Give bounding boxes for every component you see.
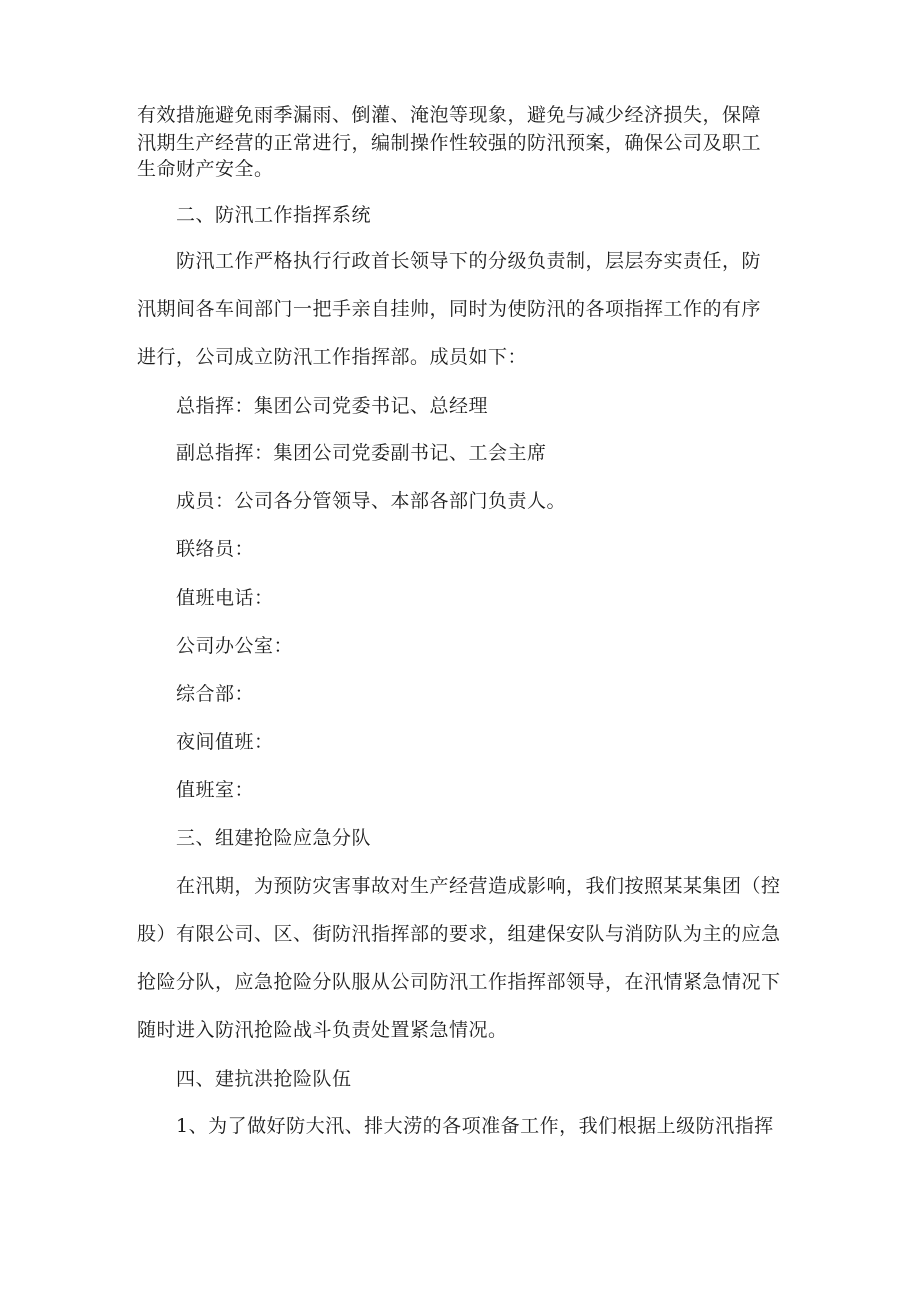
section-3-para-line-1: 在汛期，为预防灾害事故对生产经营造成影响，我们按照某某集团（控 — [176, 875, 781, 897]
liaison-line: 联络员： — [176, 538, 255, 560]
section-4-para-line-1: 1、为了做好防大汛、排大涝的各项准备工作，我们根据上级防汛指挥 — [176, 1115, 774, 1137]
section-3-para-line-4: 随时进入防汛抢险战斗负责处置紧急情况。 — [137, 1019, 508, 1041]
duty-phone-line: 值班电话： — [176, 587, 274, 609]
section-2-heading: 二、防汛工作指挥系统 — [176, 204, 372, 226]
section-3-heading: 三、组建抢险应急分队 — [176, 827, 372, 849]
intro-line-2: 汛期生产经营的正常进行，编制操作性较强的防汛预案，确保公司及职工 — [137, 132, 762, 154]
section-4-heading: 四、建抗洪抢险队伍 — [176, 1068, 352, 1090]
intro-line-1: 有效措施避免雨季漏雨、倒灌、淹泡等现象，避免与减少经济损失，保障 — [137, 104, 762, 126]
commander-line: 总指挥：集团公司党委书记、总经理 — [176, 395, 489, 417]
intro-line-3: 生命财产安全。 — [137, 158, 274, 180]
night-duty-line: 夜间值班： — [176, 731, 274, 753]
section-3-para-line-2: 股）有限公司、区、街防汛指挥部的要求，组建保安队与消防队为主的应急 — [137, 923, 781, 945]
duty-room-line: 值班室： — [176, 779, 255, 801]
section-2-para-line-2: 汛期间各车间部门一把手亲自挂帅，同时为使防汛的各项指挥工作的有序 — [137, 298, 762, 320]
deputy-commander-line: 副总指挥：集团公司党委副书记、工会主席 — [176, 442, 547, 464]
general-dept-line: 综合部： — [176, 683, 255, 705]
section-2-para-line-1: 防汛工作严格执行行政首长领导下的分级负责制，层层夯实责任，防 — [176, 250, 762, 272]
section-2-para-line-3: 进行，公司成立防汛工作指挥部。成员如下： — [137, 346, 528, 368]
company-office-line: 公司办公室： — [176, 635, 294, 657]
section-3-para-line-3: 抢险分队，应急抢险分队服从公司防汛工作指挥部领导，在汛情紧急情况下 — [137, 971, 781, 993]
members-line: 成员：公司各分管领导、本部各部门负责人。 — [176, 490, 567, 512]
